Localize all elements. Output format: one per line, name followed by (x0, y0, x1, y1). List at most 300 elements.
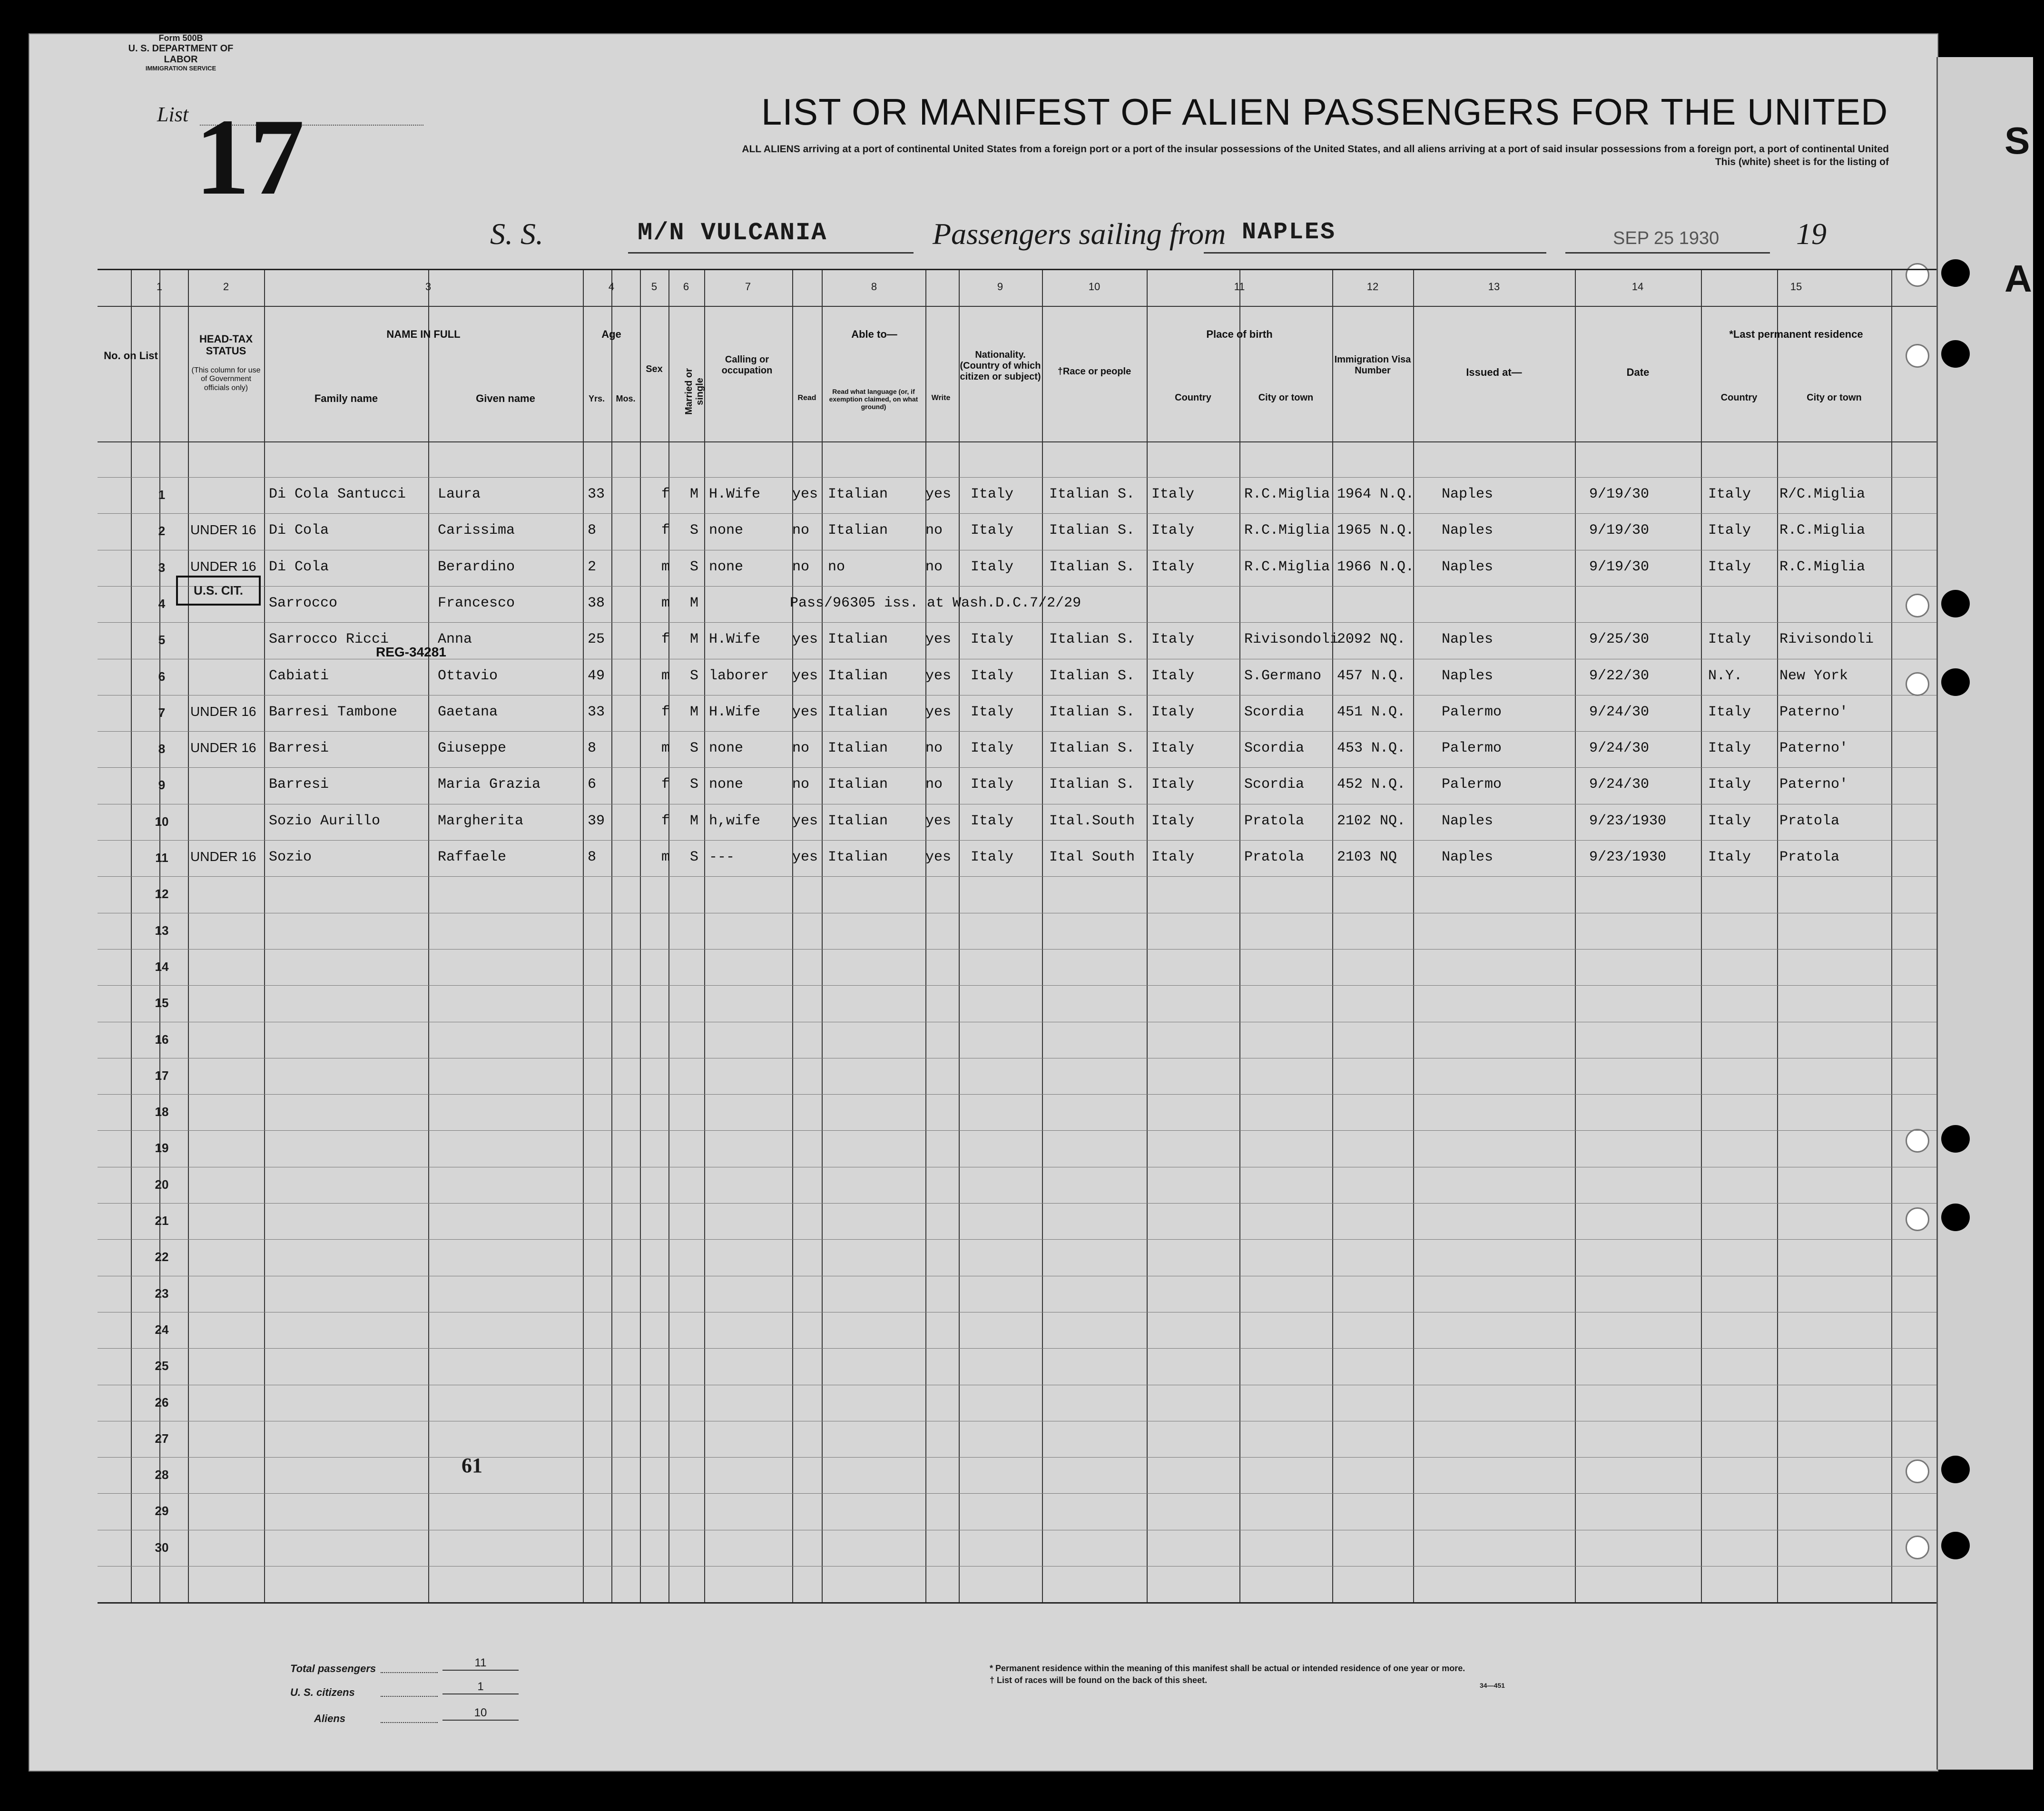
passenger-language: Italian (828, 704, 888, 720)
passenger-married: M (690, 813, 699, 829)
passenger-race: Italian S. (1049, 522, 1135, 539)
header-res-city: City or town (1807, 392, 1862, 403)
passenger-birth-country: Italy (1151, 740, 1195, 757)
row-rule (98, 1239, 1936, 1240)
passenger-birth-country: Italy (1151, 631, 1195, 648)
passenger-read: no (792, 522, 810, 539)
passenger-yrs: 25 (588, 631, 605, 648)
column-number: 5 (651, 281, 658, 293)
passenger-visa: 1965 N.Q. (1337, 522, 1415, 539)
passenger-res-city: Pratola (1779, 813, 1840, 829)
passenger-write: yes (925, 631, 952, 648)
column-rule (704, 270, 705, 1602)
passenger-birth-city: R.C.Miglia (1244, 486, 1330, 502)
page-mark: 61 (462, 1454, 482, 1477)
row-number: 14 (155, 959, 169, 974)
passenger-married: S (690, 740, 699, 757)
row-number: 24 (155, 1322, 169, 1337)
header-place-of-birth: Place of birth (1206, 328, 1273, 340)
row-number: 8 (158, 742, 166, 756)
column-rule (1239, 270, 1240, 1602)
row-number: 21 (155, 1214, 169, 1228)
column-number: 6 (683, 281, 689, 293)
header-issued-at: Issued at— (1466, 366, 1522, 378)
passenger-visa: 2092 NQ. (1337, 631, 1406, 648)
column-number: 14 (1631, 281, 1644, 293)
form-identifier (119, 33, 243, 72)
header-rule (98, 306, 1936, 307)
passenger-language: Italian (828, 667, 888, 684)
row-rule (98, 876, 1936, 877)
total-passengers-label: Total passengers (290, 1663, 376, 1674)
passenger-birth-city: S.Germano (1244, 667, 1322, 684)
passenger-birth-country: Italy (1151, 522, 1195, 539)
column-rule (1777, 270, 1778, 1602)
column-rule (1575, 270, 1576, 1602)
column-rule (1332, 270, 1333, 1602)
passenger-res-country: Italy (1708, 849, 1751, 865)
row-number: 17 (155, 1068, 169, 1083)
passenger-married: S (690, 558, 699, 575)
passenger-given: Francesco (438, 595, 515, 611)
ss-label: S. S. (490, 217, 543, 251)
passenger-family: Barresi Tambone (269, 704, 398, 720)
passenger-res-city: Paterno' (1779, 704, 1848, 720)
passenger-calling: none (709, 776, 744, 793)
column-rule (1701, 270, 1702, 1602)
row-number: 6 (158, 669, 166, 684)
passenger-calling: none (709, 558, 744, 575)
passenger-language: Italian (828, 776, 888, 793)
passenger-married: M (690, 704, 699, 720)
ship-underline (628, 252, 914, 254)
header-nationality: Nationality. (Country of which citizen or subject) (960, 350, 1041, 382)
row-number: 25 (155, 1359, 169, 1373)
passenger-birth-city: Scordia (1244, 704, 1305, 720)
passenger-race: Ital.South (1049, 813, 1135, 829)
row-rule (98, 767, 1936, 768)
header-head-tax-note: (This column for use of Government officials only) (191, 366, 261, 392)
passenger-res-city: Rivisondoli (1779, 631, 1874, 648)
footnote-residence: * Permanent residence within the meaning of this manifest shall be actual or intended residence of one year or more. (990, 1664, 1465, 1673)
passenger-nationality: Italy (971, 813, 1014, 829)
row-number: 11 (155, 851, 168, 865)
passenger-issued-at: Naples (1442, 522, 1494, 539)
passenger-sex: f (661, 776, 670, 793)
passenger-sex: f (661, 486, 670, 502)
passenger-res-country: Italy (1708, 486, 1751, 502)
passenger-language: Italian (828, 740, 888, 757)
manifest-table (98, 269, 1936, 1604)
passenger-visa: 451 N.Q. (1337, 704, 1406, 720)
passenger-married: M (690, 595, 699, 611)
passenger-date: 9/19/30 (1589, 558, 1650, 575)
binder-hole-icon (1941, 668, 1970, 696)
passenger-status: UNDER 16 (190, 558, 256, 574)
passenger-birth-country: Italy (1151, 486, 1195, 502)
passenger-res-country: N.Y. (1708, 667, 1743, 684)
passenger-married: M (690, 486, 699, 502)
header-no-on-list: No. on List (104, 350, 158, 362)
passenger-given: Margherita (438, 813, 524, 829)
passenger-language: Italian (828, 631, 888, 648)
passenger-birth-country: Italy (1151, 667, 1195, 684)
passenger-yrs: 8 (588, 740, 597, 757)
passenger-issued-at: Naples (1442, 667, 1494, 684)
column-rule (959, 270, 960, 1602)
list-number: 17 (195, 96, 305, 217)
passenger-res-country: Italy (1708, 631, 1751, 648)
row-rule (98, 840, 1936, 841)
passenger-birth-city: R.C.Miglia (1244, 558, 1330, 575)
row-rule (98, 1094, 1936, 1095)
passenger-date: 9/19/30 (1589, 486, 1650, 502)
header-sex: Sex (646, 364, 663, 374)
row-rule (98, 622, 1936, 623)
column-rule (1891, 270, 1892, 1602)
row-rule (98, 985, 1936, 986)
passenger-write: no (925, 522, 943, 539)
passenger-sex: m (661, 667, 670, 684)
header-age-mos: Mos. (616, 394, 636, 403)
passenger-write: no (925, 558, 943, 575)
row-number: 27 (155, 1431, 169, 1446)
passenger-visa: 1966 N.Q. (1337, 558, 1415, 575)
row-number: 13 (155, 923, 169, 938)
column-rule (668, 270, 669, 1602)
passenger-issued-at: Palermo (1442, 704, 1502, 720)
passenger-sex: f (661, 704, 670, 720)
passenger-married: S (690, 667, 699, 684)
header-family-name: Family name (314, 392, 378, 404)
passenger-visa: 2103 NQ (1337, 849, 1397, 865)
adjacent-sheet-edge (1936, 57, 2033, 1770)
passenger-write: no (925, 776, 943, 793)
list-label: List (157, 103, 189, 126)
passenger-res-city: R.C.Miglia (1779, 522, 1866, 539)
header-calling: Calling or occupation (721, 354, 773, 376)
passenger-visa: 457 N.Q. (1337, 667, 1406, 684)
instructions (414, 143, 1889, 169)
row-number: 12 (155, 887, 169, 901)
column-number: 13 (1488, 281, 1500, 293)
passenger-given: Berardino (438, 558, 515, 575)
passenger-res-country: Italy (1708, 704, 1751, 720)
footnote-races: † List of races will be found on the back of this sheet. (990, 1675, 1208, 1685)
header-age: Age (601, 328, 621, 340)
passenger-nationality: Italy (971, 740, 1014, 757)
column-rule (925, 270, 926, 1602)
header-write: Write (931, 394, 951, 402)
adjacent-sheet-letter: S (2005, 119, 2030, 162)
passenger-res-city: R.C.Miglia (1779, 558, 1866, 575)
passenger-nationality: Italy (971, 558, 1014, 575)
row-number: 22 (155, 1250, 169, 1264)
passenger-family: Barresi (269, 776, 329, 793)
column-number: 3 (425, 281, 432, 293)
passenger-birth-country: Italy (1151, 813, 1195, 829)
passenger-issued-at: Palermo (1442, 740, 1502, 757)
passenger-given: Giuseppe (438, 740, 507, 757)
passenger-sex: f (661, 631, 670, 648)
passenger-given: Maria Grazia (438, 776, 541, 793)
passenger-yrs: 39 (588, 813, 605, 829)
passenger-read: yes (792, 631, 818, 648)
passenger-family: Sozio (269, 849, 312, 865)
row-number: 20 (155, 1177, 169, 1192)
sailing-port: NAPLES (1242, 219, 1336, 246)
year-label: 19 (1796, 217, 1827, 251)
registration-number: REG-34281 (376, 645, 446, 659)
passenger-res-city: New York (1779, 667, 1848, 684)
us-citizens-label: U. S. citizens (290, 1686, 355, 1698)
passenger-read: yes (792, 849, 818, 865)
passenger-write: yes (925, 849, 952, 865)
passenger-family: Barresi (269, 740, 329, 757)
binder-hole-icon (1941, 590, 1970, 617)
passenger-yrs: 49 (588, 667, 605, 684)
passenger-yrs: 33 (588, 704, 605, 720)
passenger-birth-city: Scordia (1244, 740, 1305, 757)
passenger-date: 9/23/1930 (1589, 849, 1667, 865)
passenger-race: Italian S. (1049, 631, 1135, 648)
passenger-calling: H.Wife (709, 704, 761, 720)
passenger-yrs: 8 (588, 849, 597, 865)
header-name-in-full: NAME IN FULL (386, 328, 461, 340)
passenger-birth-city: Pratola (1244, 849, 1305, 865)
aliens-dots (381, 1722, 438, 1723)
passenger-write: no (925, 740, 943, 757)
row-rule (98, 1348, 1936, 1349)
passenger-family: Sarrocco (269, 595, 338, 611)
column-rule (1147, 270, 1148, 1602)
binder-hole-icon (1941, 1204, 1970, 1231)
instruction-line: This (white) sheet is for the listing of (1715, 157, 1889, 168)
passenger-given: Gaetana (438, 704, 498, 720)
passenger-date: 9/24/30 (1589, 704, 1650, 720)
passenger-family: Di Cola (269, 558, 329, 575)
column-rule (188, 270, 189, 1602)
column-number: 8 (871, 281, 877, 293)
us-citizen-stamp: U.S. CIT. (176, 576, 261, 606)
passenger-family: Sozio Aurillo (269, 813, 381, 829)
passenger-res-country: Italy (1708, 558, 1751, 575)
total-passengers-value: 11 (442, 1656, 519, 1671)
sailing-underline (1204, 252, 1546, 254)
passenger-date: 9/22/30 (1589, 667, 1650, 684)
passenger-birth-city: Rivisondoli (1244, 631, 1339, 648)
row-rule (98, 949, 1936, 950)
column-number: 11 (1234, 281, 1245, 293)
column-rule (131, 270, 132, 1602)
department-name: U. S. DEPARTMENT OF LABOR (128, 43, 234, 65)
passenger-race: Italian S. (1049, 667, 1135, 684)
passenger-language: Italian (828, 849, 888, 865)
passenger-res-city: Pratola (1779, 849, 1840, 865)
aliens-value: 10 (442, 1706, 519, 1721)
row-number: 23 (155, 1286, 169, 1301)
passenger-status: UNDER 16 (190, 740, 256, 755)
passenger-res-country: Italy (1708, 813, 1751, 829)
passenger-calling: H.Wife (709, 486, 761, 502)
passenger-res-country: Italy (1708, 522, 1751, 539)
passenger-birth-country: Italy (1151, 558, 1195, 575)
row-number: 3 (158, 560, 166, 575)
passenger-nationality: Italy (971, 667, 1014, 684)
us-citizens-value: 1 (442, 1680, 519, 1694)
column-number: 12 (1366, 281, 1379, 293)
passenger-calling: --- (709, 849, 735, 865)
passenger-calling: none (709, 522, 744, 539)
column-rule (583, 270, 584, 1602)
column-number: 2 (223, 281, 229, 293)
row-rule (98, 1130, 1936, 1131)
header-birth-city: City or town (1258, 392, 1314, 403)
passenger-issued-at: Naples (1442, 631, 1494, 648)
passenger-read: no (792, 558, 810, 575)
row-rule (98, 1203, 1936, 1204)
passenger-write: yes (925, 486, 952, 502)
aliens-label: Aliens (314, 1713, 346, 1724)
row-rule (98, 477, 1936, 478)
form-number: Form 500B (158, 33, 203, 43)
passenger-calling: none (709, 740, 744, 757)
passenger-birth-country: Italy (1151, 849, 1195, 865)
header-visa: Immigration Visa Number (1334, 354, 1411, 376)
row-rule (98, 1457, 1936, 1458)
passenger-birth-city: R.C.Miglia (1244, 522, 1330, 539)
row-number: 18 (155, 1105, 169, 1119)
passenger-yrs: 6 (588, 776, 597, 793)
header-able-to: Able to— (851, 328, 897, 340)
passenger-given: Laura (438, 486, 481, 502)
binder-hole-icon (1941, 259, 1970, 287)
column-number: 4 (608, 281, 615, 293)
passenger-visa: 1964 N.Q. (1337, 486, 1415, 502)
passenger-given: Raffaele (438, 849, 507, 865)
passenger-family: Sarrocco Ricci (269, 631, 389, 648)
row-rule (98, 513, 1936, 514)
passenger-yrs: 2 (588, 558, 597, 575)
passenger-family: Di Cola Santucci (269, 486, 406, 502)
header-res-country: Country (1720, 392, 1758, 403)
passenger-family: Cabiati (269, 667, 329, 684)
instruction-line: ALL ALIENS arriving at a port of continental United States from a foreign port or a port of the insular possessions of the United States, and all aliens arriving at a port of said insular possessions from a foreign port, a port of continental United (742, 144, 1889, 155)
date-underline (1565, 252, 1770, 254)
passenger-issued-at: Naples (1442, 486, 1494, 502)
header-read-language: Read what language (or, if exemption claimed, on what ground) (829, 388, 918, 411)
passenger-read: yes (792, 704, 818, 720)
row-number: 5 (158, 633, 166, 647)
passenger-race: Italian S. (1049, 704, 1135, 720)
column-rule (1042, 270, 1043, 1602)
header-birth-country: Country (1175, 392, 1211, 403)
passenger-nationality: Italy (971, 522, 1014, 539)
passenger-visa: 453 N.Q. (1337, 740, 1406, 757)
row-number: 28 (155, 1468, 169, 1482)
passenger-status: UNDER 16 (190, 522, 256, 538)
passenger-date: 9/24/30 (1589, 776, 1650, 793)
manifest-title: LIST OR MANIFEST OF ALIEN PASSENGERS FOR THE UNITED (761, 91, 1888, 133)
passenger-race: Ital South (1049, 849, 1135, 865)
passenger-given: Ottavio (438, 667, 498, 684)
passenger-visa: 452 N.Q. (1337, 776, 1406, 793)
total-dots (381, 1672, 438, 1673)
row-rule (98, 586, 1936, 587)
passenger-read: yes (792, 667, 818, 684)
passenger-date: 9/19/30 (1589, 522, 1650, 539)
passenger-yrs: 38 (588, 595, 605, 611)
passenger-date: 9/25/30 (1589, 631, 1650, 648)
passenger-family: Di Cola (269, 522, 329, 539)
header-married: Married or single (684, 368, 705, 415)
column-rule (822, 270, 823, 1602)
binder-hole-icon (1941, 1532, 1970, 1559)
header-last-residence: *Last permanent residence (1729, 328, 1863, 340)
column-number: 7 (745, 281, 751, 293)
passenger-sex: f (661, 522, 670, 539)
passenger-yrs: 8 (588, 522, 597, 539)
binder-hole-icon (1941, 1456, 1970, 1483)
passenger-nationality: Italy (971, 486, 1014, 502)
service-name: IMMIGRATION SERVICE (145, 64, 216, 72)
passenger-race: Italian S. (1049, 486, 1135, 502)
passenger-given: Anna (438, 631, 472, 648)
row-number: 4 (158, 596, 166, 611)
passenger-race: Italian S. (1049, 558, 1135, 575)
passenger-read: no (792, 776, 810, 793)
header-given-name: Given name (476, 392, 535, 404)
passenger-language: Pass/96305 iss. at Wash.D.C.7/2/29 (790, 595, 1081, 611)
passenger-calling: h,wife (709, 813, 761, 829)
binder-hole-icon (1941, 1125, 1970, 1153)
passenger-married: M (690, 631, 699, 648)
column-rule (428, 270, 429, 1602)
column-number: 15 (1790, 281, 1802, 293)
passenger-sex: f (661, 813, 670, 829)
passenger-date: 9/24/30 (1589, 740, 1650, 757)
column-rule (640, 270, 641, 1602)
passenger-sex: m (661, 558, 670, 575)
passenger-language: no (828, 558, 845, 575)
passenger-status: UNDER 16 (190, 849, 256, 864)
passenger-write: yes (925, 704, 952, 720)
row-number: 29 (155, 1504, 169, 1518)
passenger-write: yes (925, 813, 952, 829)
passenger-issued-at: Palermo (1442, 776, 1502, 793)
header-head-tax: HEAD-TAX STATUS (199, 333, 253, 357)
passenger-visa: 2102 NQ. (1337, 813, 1406, 829)
row-number: 7 (158, 705, 166, 720)
row-number: 9 (158, 778, 166, 793)
row-number: 26 (155, 1395, 169, 1410)
passenger-nationality: Italy (971, 776, 1014, 793)
passenger-issued-at: Naples (1442, 849, 1494, 865)
column-rule (611, 270, 612, 1602)
ship-name: M/N VULCANIA (638, 219, 827, 247)
form-code: 34—451 (1480, 1682, 1505, 1689)
column-number: 1 (156, 281, 163, 293)
column-rule (264, 270, 265, 1602)
passenger-yrs: 33 (588, 486, 605, 502)
passenger-language: Italian (828, 813, 888, 829)
passenger-birth-country: Italy (1151, 704, 1195, 720)
passenger-calling: H.Wife (709, 631, 761, 648)
row-number: 15 (155, 996, 169, 1010)
passenger-nationality: Italy (971, 849, 1014, 865)
passenger-race: Italian S. (1049, 740, 1135, 757)
passenger-res-city: Paterno' (1779, 776, 1848, 793)
